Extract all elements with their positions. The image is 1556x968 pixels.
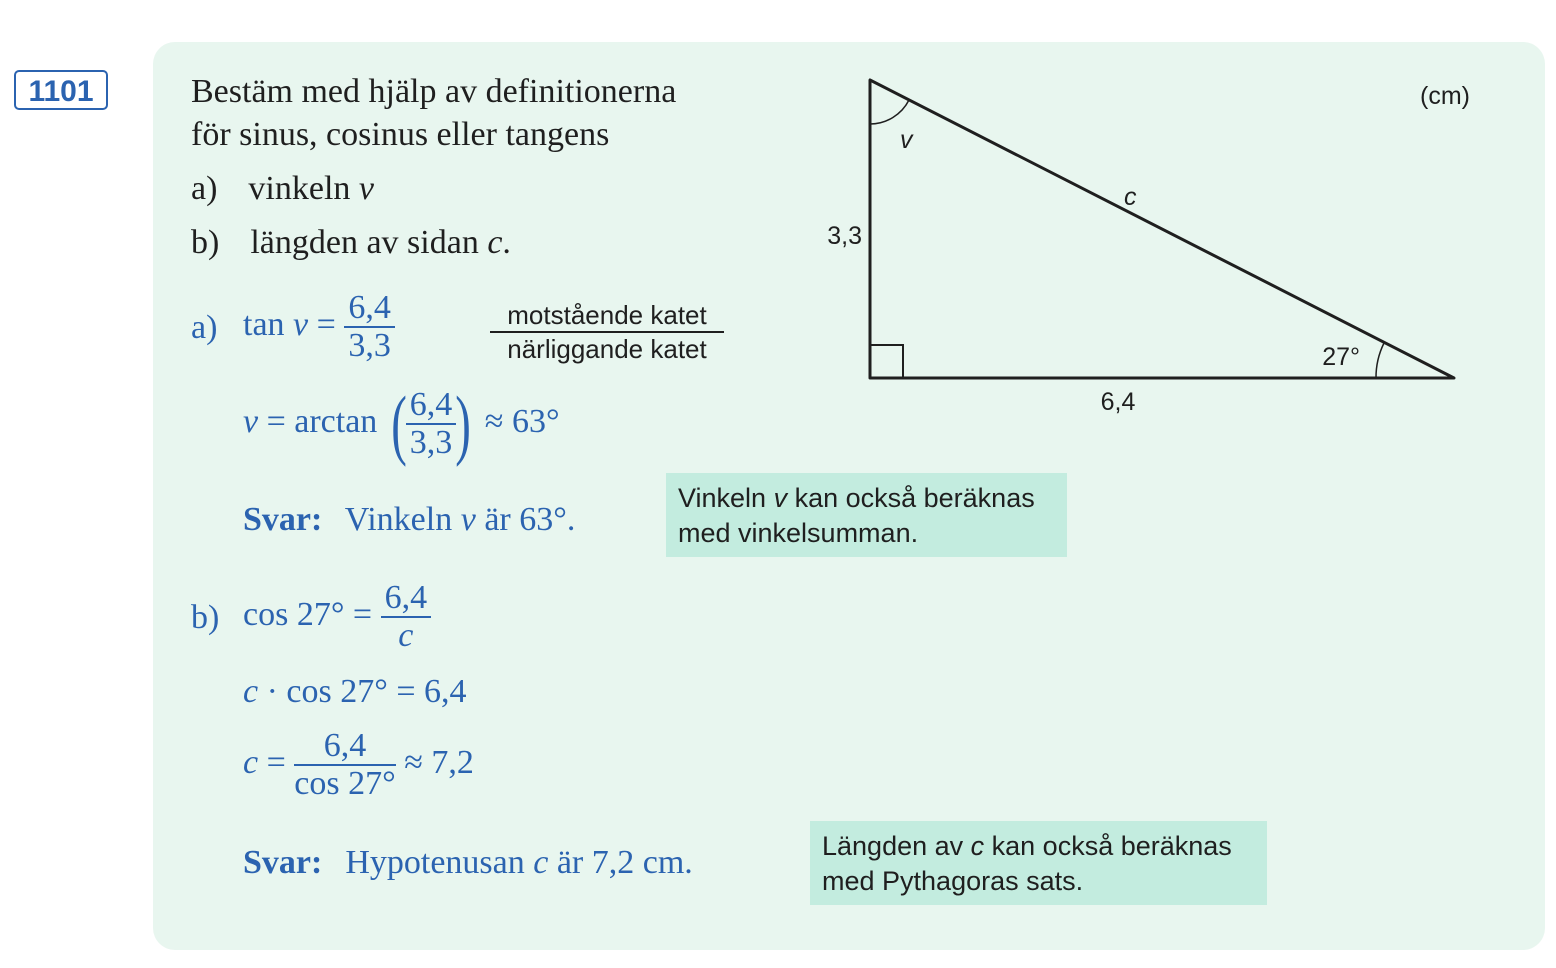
part-b-label: b) <box>191 224 220 261</box>
line3-result: ≈ 7,2 <box>395 743 474 781</box>
angle-v-label: v <box>900 126 913 154</box>
answer-b-label: Svar: <box>243 844 323 881</box>
tip-a-text1: Vinkeln <box>678 483 774 513</box>
fraction-arctan-den: 3,3 <box>409 424 453 461</box>
tip-b-line2: med Pythagoras sats. <box>822 866 1084 896</box>
part-a-text: vinkeln <box>248 170 359 207</box>
part-b-var: c <box>487 224 503 261</box>
angle-27-label: 27° <box>1322 343 1360 371</box>
side-3-3-label: 3,3 <box>827 222 862 250</box>
right-angle-marker <box>870 345 903 378</box>
ratio-bottom: närliggande katet <box>507 334 707 364</box>
fraction-cos-num: 6,4 <box>381 580 432 618</box>
fraction-c-num: 6,4 <box>294 728 395 766</box>
fraction-tan-den: 3,3 <box>348 327 391 364</box>
fraction-c-den: cos 27° <box>294 765 396 802</box>
fraction-arctan-num: 6,4 <box>406 387 457 425</box>
line2-var: c <box>243 673 259 710</box>
tip-a-var: v <box>773 483 788 513</box>
part-a-label: a) <box>191 170 218 207</box>
prompt-line-1: Bestäm med hjälp av definitionerna <box>191 73 677 110</box>
answer-b-var: c <box>533 844 549 881</box>
tip-a-line2: med vinkelsumman. <box>678 518 919 548</box>
ratio-top: motstående katet <box>490 300 724 333</box>
left-paren-icon: ( <box>391 380 407 467</box>
line3-eq: = <box>258 743 295 781</box>
arctan-result: ≈ 63° <box>476 402 560 440</box>
tip-b-var: c <box>970 831 985 861</box>
exercise-number-badge: 1101 <box>14 70 108 110</box>
answer-a-label: Svar: <box>243 501 323 538</box>
line2-rest: · cos 27° = 6,4 <box>258 673 467 710</box>
solution-b-label: b) <box>191 599 220 636</box>
answer-b-text1: Hypotenusan <box>345 844 534 881</box>
fraction-cos-den: c <box>398 617 414 654</box>
part-b-end: . <box>502 224 511 261</box>
fraction-tan-num: 6,4 <box>344 290 395 328</box>
tip-a-text2: kan också beräknas <box>787 483 1035 513</box>
arctan-var: v <box>243 402 259 440</box>
tan-var: v <box>293 305 309 343</box>
solution-a-label: a) <box>191 309 218 346</box>
part-b-text: längden av sidan <box>250 224 488 261</box>
tip-b-text2: kan också beräknas <box>984 831 1232 861</box>
answer-b-text2: är 7,2 cm. <box>548 844 693 881</box>
line3-var: c <box>243 743 259 781</box>
cos-text: cos 27° = <box>243 595 381 633</box>
triangle-shape <box>870 80 1454 378</box>
answer-a-var: v <box>460 501 476 538</box>
hypotenuse-label: c <box>1124 183 1137 211</box>
arctan-text: = arctan <box>258 402 386 440</box>
tan-text: tan <box>243 305 294 343</box>
tip-b-text1: Längden av <box>822 831 971 861</box>
eq-sign: = <box>308 305 345 343</box>
angle-v-arc <box>870 100 909 124</box>
prompt-line-2: för sinus, cosinus eller tangens <box>191 116 610 153</box>
answer-a-text2: är 63°. <box>475 501 576 538</box>
angle-27-arc <box>1376 343 1384 378</box>
right-paren-icon: ) <box>455 380 472 467</box>
side-6-4-label: 6,4 <box>1100 388 1136 416</box>
part-a-var: v <box>358 170 374 207</box>
answer-a-text1: Vinkeln <box>344 501 461 538</box>
unit-label: (cm) <box>1420 82 1470 110</box>
